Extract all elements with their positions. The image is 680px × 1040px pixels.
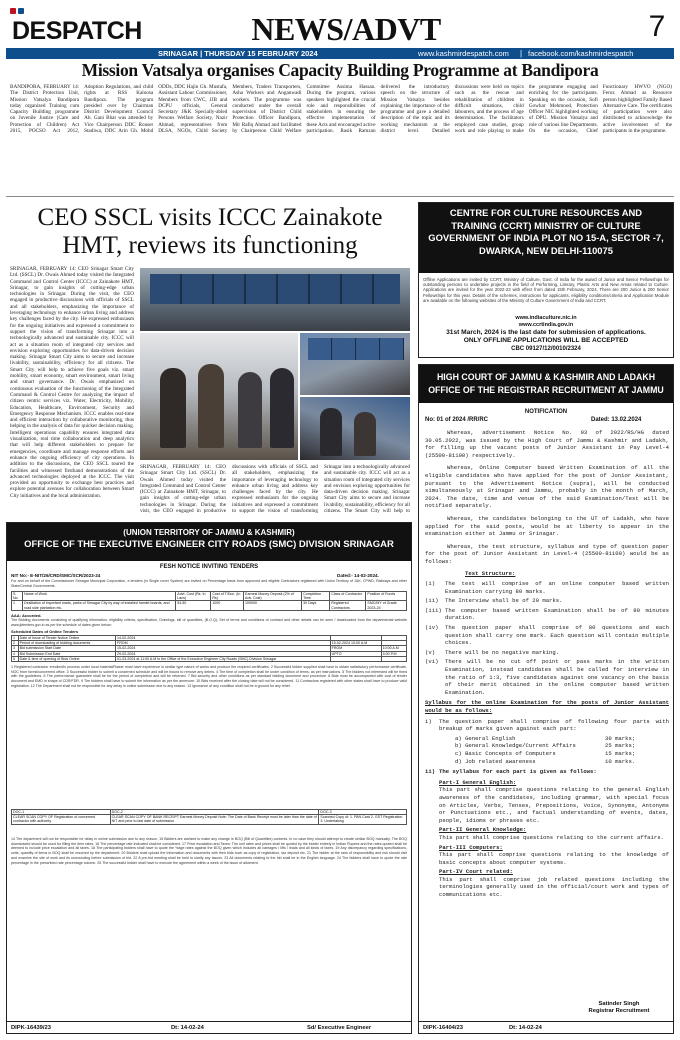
syllabus-text: The syllabus for each part is given as follows:	[439, 768, 597, 776]
person-figure	[238, 372, 262, 448]
hc-ad	[418, 364, 674, 1034]
story-headline: Mission Vatsalya organises Capacity Building Programme at Bandipora	[81, 60, 599, 80]
marks-item	[455, 758, 669, 766]
doc-table	[11, 809, 407, 825]
hc-title-line: HIGH COURT OF JAMMU & KASHMIR AND LADAKH	[436, 372, 656, 382]
person-figure	[160, 368, 186, 448]
part-heading: Part-III Computers:	[439, 843, 503, 851]
rule-text: The computer based written Examination shall be of 80 minutes duration.	[445, 606, 669, 622]
hc-paragraph: Whereas, advertisement Notice No. 03 of 2022/RS/HG dated 30.05.2022, was issued by the High Court of Jammu & Kashmir and Ladakh, for filling up the vacant posts of Junior Assistant in Pay Level-4 (25500-81100) respectively.	[425, 429, 669, 459]
rules-list	[425, 580, 669, 696]
table-cell: 4:00 P.M	[381, 651, 406, 656]
table-cell: CLEAR SCAN COPY OF Registration of concerned contractor with authority	[12, 815, 111, 824]
rule-text: There will be no negative marking.	[445, 648, 560, 656]
nit-date: Dated:- 14-02-2024.	[337, 573, 379, 578]
rule-number: (v)	[425, 648, 436, 656]
table-cell	[381, 656, 406, 661]
table-header-cell: Advt. Cost (Rs. In Lacs)	[176, 592, 211, 601]
table-cell: Registered Contractors	[330, 601, 366, 610]
table-cell: 1	[12, 636, 19, 641]
hc-subheading: Test Structure:	[465, 569, 516, 577]
table-cell: CLEAR SCAN COPY OF BANK RECEIPT Earnest Money Deposit Note: The Date of Bank Receipt must be later than the date of NIT and prior to last date of submission	[110, 815, 319, 824]
table-header-cell: Position of Funds	[366, 592, 407, 601]
hc-signature	[569, 1001, 669, 1015]
nit-number: NIT No:- E-NIT/26/CRD/SMC/SCR/2023-24	[11, 573, 101, 578]
table-cell	[330, 656, 381, 661]
story2-body-bottom	[140, 464, 410, 516]
table-cell: UPTO	[330, 651, 381, 656]
table-cell: FROM	[330, 646, 381, 651]
table-header-cell: Name of Work	[23, 592, 176, 601]
smc-title-line: OFFICE OF THE EXECUTIVE ENGINEER CITY ROADS (SMC) DIVISION SRINAGAR	[24, 539, 394, 550]
hc-paragraph: Whereas, Online Computer based Written Examination of all the eligible candidates who have applied for the post of Junior Assistant, pursuant to the Advertisement Notice (supra), will be conducted simultaneously at Srinagar and Jammu, probably in the month of March, 2024. The date, time and venue of the said Examination/Test will be notified separately.	[425, 464, 669, 510]
table-cell: 1	[12, 601, 23, 610]
footer-ref: DIPK-16439/23	[11, 1025, 51, 1031]
marks-value: 15 marks;	[605, 749, 636, 757]
table-cell: 109000	[244, 601, 302, 610]
table-cell: 4	[12, 651, 19, 656]
hc-notification: NOTIFICATION	[524, 409, 568, 415]
ccrt-website[interactable]: www.indiaculture.nic.in	[515, 315, 577, 321]
rule-text: The test will comprise of an online computer based written Examination carrying 80 marks.	[445, 580, 669, 595]
divider: |	[520, 49, 523, 58]
marks-item	[455, 735, 669, 743]
table-cell: 01-03-2024 at 11:00 A.M in the Office of the Executive Engineer City Roads (SMC) Division Srinagar	[116, 656, 331, 661]
table-cell: Desiltation of important roads, parks of Srinagar City by way of installed hamlet boards, and road side plantation etc.	[23, 601, 176, 610]
schedule-table	[11, 635, 407, 662]
table-cell: Date of Issue of Tender Notice Online	[18, 636, 115, 641]
schedule-table-el	[11, 635, 407, 662]
table-cell: Period of downloading of bidding documents	[18, 641, 115, 646]
marks-list	[455, 735, 669, 765]
aaa-label: AAA: Accorded.	[11, 613, 42, 618]
marks-value: 30 marks;	[605, 734, 636, 742]
logo-mark-icon	[10, 8, 16, 14]
headline-line: CEO SSCL visits ICCC Zainakote	[37, 204, 383, 231]
rule-number: (i)	[425, 580, 436, 588]
conditions: 1 Registered contractor enrolled/in process under local material/Raiser must have experience in similar type nature of works and produce the required certificates. 2 Successful bidder supplied shall have to obtain satisfactory performance certificate, NOC from forest/concerned office. 3 Successful bidder to submit a concerned schedule and will be bound to remove any debris. 4 The time of completion shall be under condition of terms, as per instructions. 5 The bidders not interested will be fined with the guidelines. 6 The performance guarantee shall be for the period of completion and will be returned. 7 Bid security and other conditions as per standard bidding document and procedure. 8 Bids must be accompanied with cost of tender document and EMD in shape of CDR/FDR. 9 The bidders shall have to submit the information as per the annexure. 10 Bids received after the closing date will not be considered. 11 Contractors registered with other states shall have to produce valid registration. 12 The Department shall not be responsible for any delay in online submission due to any reason. 13 Ignorance of any condition shall not be a ground for any relief.	[11, 665, 407, 688]
story-continued-text: SRINAGAR, FEBRUARY 14: CEO Srinagar Smart City Ltd. (SSCL) Dr. Owais Ahmed today visited the Integrated Command and Control Center (ICCC) at Zainakote HMT, Srinagar, to gain insights of cutting-edge urban technologies in Srinagar. During the visit, the CEO engaged in productive discussions with officials of SSCL and all stakeholders, emphasizing the importance of leveraging technology to enhance urban living and address key challenges faced by the city. He expressed enthusiasm for the ongoing initiatives and expressed a commitment to support the vision of transforming Srinagar into a technologically advanced and sustainable city. ICCC will act as a situation room of integrated city services and envision exploring opportunities for data-driven decision making. Srinagar Smart City aims to secure and increase livability, sustainability, efficiency for all citizens. The Smart City will help to	[140, 464, 410, 515]
table-cell: SMC/MY of Grade 2023-24	[366, 601, 407, 610]
smc-footer	[7, 1021, 411, 1033]
story2-lead-column: SRINAGAR, FEBRUARY 14: CEO Srinagar Smart City Ltd. (SSCL) Dr. Owais Ahmed today visited the Integrated Command and Control Center (ICCC) at Zainakote HMT, Srinagar, to gain insights of cutting-edge urban technologies in Srinagar. During the visit, the CEO engaged in productive discussions with officials of SSCL and all stakeholders, emphasizing the importance of leveraging technology to enhance urban living and address key challenges faced by the city. He expressed enthusiasm for the ongoing initiatives and expressed a commitment to support the vision of transforming Srinagar into a technologically advanced and sustainable city. ICCC will act as a situation room of integrated city services and envision exploring opportunities for data-driven decision making. Srinagar Smart City aims to secure and increase livability, sustainability, efficiency for all citizens. The Smart City will help to achieve five goals viz. smart mobility, smart economy, smart environment, smart living and smart governance. Dr. Owais emphasized on continuous evaluation of the functioning of the Integrated Command & Control Centre for analyzing the impact of citizen centric services viz. Water, Electricity, Mobility, Education, Healthcare, Environment, Security and Emergency Response Mechanism. ICCC enables real-time and efficient interaction by collaborative monitoring, thus helping in the analysis of data for quicker decision making. Intelligent operations capability ensures integrated data visualization, real time collaboration and deep analytics that will help different stakeholders to prepare for emergencies, coordinate and manage response efforts and enhance the ongoing efficiency of city operations. In addition to the discussions, the CEO SSCL toured the facilities and witnessed firsthand demonstrations of the advanced technologies deployed at the ICCC. The visit provided an opportunity to exchange best practices and explore potential avenues for collaboration between Smart City initiatives and the local administration.	[10, 266, 134, 499]
table-row	[12, 601, 407, 610]
screen-wall	[308, 338, 404, 360]
table-cell: 2	[12, 641, 19, 646]
part-heading: Part-II General Knowledge:	[439, 826, 527, 834]
table-cell: 10:00 A.M	[381, 646, 406, 651]
hc-dated: Dated: 13.02.2024	[591, 417, 642, 423]
rule-number: i)	[425, 717, 432, 725]
rule-number: (ii)	[425, 597, 439, 605]
part-text: This part shall comprise questions relating to the current affairs.	[439, 833, 664, 841]
smc-title-line: (UNION TERRITORY OF JAMMU & KASHMIR)	[123, 528, 295, 537]
story-body	[10, 84, 672, 192]
marks-subject: d) Job related awareness	[455, 757, 536, 765]
part-heading: Part-IV Court related:	[439, 868, 513, 876]
hc-title-line: OFFICE OF THE REGISTRAR RECRUITMENT AT JAMMU	[428, 385, 664, 395]
photo-divider	[300, 395, 410, 397]
table-cell: 14-02-2024	[116, 636, 331, 641]
rule-item	[425, 580, 669, 595]
table-header-cell: Earnest Money Deposit (2% of Adv. Cost)	[244, 592, 302, 601]
news-photo	[140, 268, 410, 460]
table-cell: Bid Submission End Date	[18, 651, 115, 656]
facebook-link[interactable]: facebook.com/kashmirdespatch	[528, 49, 634, 58]
dateline: SRINAGAR | THURSDAY 15 FEBRUARY 2024	[158, 49, 318, 58]
photo-divider	[140, 331, 410, 333]
table-row	[12, 656, 407, 661]
website-link[interactable]: www.kashmirdespatch.com	[418, 49, 509, 58]
part-text: This part shall comprise questions relating to the general English awareness of the candidates, including grammar, with special focus on Articles, Verbs, Tenses, Prepositions, Voice, Synonyms, Antonyms or Punctuations etc., and factual understanding of events, dates, people, idioms or phrases etc.	[439, 786, 669, 824]
brand-logo	[10, 8, 142, 48]
marks-subject: b) General Knowledge/Current Affairs	[455, 742, 576, 750]
ccrt-body: Offline Applications are invited by CCRT, Ministry of Culture, Govt. of India for the award of Junior and Senior Fellowships for outstanding persons to undertake projects in the field of Performing, Literary, Plastic Arts and New Areas related to Culture. Applications are invited for the year 2022-23 with effect from dated 15th February, 2024. There are 200 Junior & 200 Senior Fellowships for this year. Details of the schemes, instructions for applicants, eligibility conditions/criteria and Application Module are available on the following websites of the Ministry of Culture Government of India and CCRT.	[423, 277, 669, 303]
person-figure	[270, 368, 294, 448]
tender-table	[11, 591, 407, 611]
work-table	[11, 591, 407, 611]
hc-footer	[419, 1021, 673, 1033]
hc-number: No: 01 of 2024 /RR/RC	[425, 417, 489, 423]
rule-number: (vi)	[425, 658, 439, 666]
ccrt-title: CENTRE FOR CULTURE RESOURCES AND TRAINING (CCRT) MINISTRY OF CULTURE GOVERNMENT OF INDIA PLOT NO 15-A, SECTOR -7, DWARKA, NEW DELHI-110075	[419, 203, 673, 273]
rule-item	[425, 624, 669, 647]
table-cell: 3	[12, 646, 19, 651]
aaa-text: The Bidding documents consisting of qualifying information, eligibility criteria, specification, Drawings, bill of quantities, (B.O.Q), Set of terms and conditions of contract and other details can be seen / downloaded from the departmental website www.jktenders.gov.in as per the schedule of dates given below:	[11, 618, 407, 627]
hc-paragraph: Whereas, the test structure, syllabus and type of question paper for the post of Junior Assistant in Level-4 (25500-81100) would be as follows:	[425, 542, 669, 565]
logo-mark-icon	[18, 8, 24, 14]
hc-body	[425, 429, 669, 901]
table-header-cell: S. No	[12, 592, 23, 601]
marks-value: 10 marks.	[605, 757, 636, 765]
ccrt-deadline: 31st March, 2024 is the last date for submission of applications.	[446, 329, 646, 336]
marks-subject: c) Basic Concepts of Computers	[455, 749, 556, 757]
syllabus-item	[425, 718, 669, 733]
person-figure	[198, 364, 224, 448]
table-cell: 5	[12, 656, 19, 661]
rule-number: (iii)	[425, 606, 442, 614]
table-cell: 30 Days	[302, 601, 330, 610]
table-cell: 1000	[211, 601, 244, 610]
table-cell: 54.50	[176, 601, 211, 610]
story-text: BANDIPORA, FEBRUARY 14: The District Protection Unit, Mission Vatsalya Bandipora today organized Training cum Capacity Building programme on Juvenile Justice (Care and Protection of Children) Act 2015, POCSO Act 2012, Adoption Regulations, and child rights at RSS Kaloosa Bandipora. The program presided over by Chairman District Development Council Ab. Gani Bhat was attended by Vice Chairperson DDC Rouser Stadiwa, DDC Arin Gh. Mohd ODDs, DDC Hajin Gh. Mustafa, Assistant Labour Commissioner, Members from CWC, JJB and DCPU officials, General Secretary J&K Specially-abled Persons Welfare Society, Nazir Ahmad, representatives from DLSA, NGOs, Child Society Members, Traders Transporters, Asha Workers and Anganwadi workers. The programme was conducted under the overall supervision of District Child Protection Officer Bandipora, Mir Rafiq Ahmad and facilitated by Chairperson Child Welfare Committee Assima Hassan. During the program, various speakers highlighted the crucial role and responsibilities of stakeholders in ensuring the effective implementation of these Acts and encouraged active participation. Rasik Ramzan delivered the introductory speech on the structure of Mission Vatsalya besides explaining the importance of the programme and gave a detailed description of the topic and its working mechanism at the district level. Detailed discussions were held on topics such as the rescue and rehabilitation of children in difficult situations, child labourers, and the process of age determination. The facilitators employed case studies, group work and role playing to make the programme engaging and enriching for the participants. Speaking on the occasion, Sofi Gowhar Mehmood, Protection Officer NIC highlighted working of DPU. Mission Vatsalya and role of various line Departments. On the occasion, Chief Functionary HWVO (NGO) Feroz Ahmad as Resource person highlighted Family Based Alternative Care. The certificates of participation were also distributed to acknowledge the active involvement of the participants in the programme.	[10, 84, 672, 135]
table-cell: FROM	[116, 641, 331, 646]
marks-value: 25 marks;	[605, 742, 636, 750]
table-cell: 29-02-2024	[116, 651, 331, 656]
footer-signature: Sd/ Executive Engineer	[307, 1025, 372, 1031]
rule-text: There will be no cut off point or pass marks in the written Examination, instead candidates shall be called for interview in the ratio of 1:3, five candidates against one vacancy on the basis of their merit obtained in the online computer based written Examination.	[445, 658, 669, 696]
parts-list	[439, 779, 669, 899]
smc-title	[7, 523, 411, 561]
table-cell: 15-02-2024	[116, 646, 331, 651]
table-header-cell: DOC-2	[110, 810, 319, 815]
ccrt-cbc: CBC 09127/12/0010/2324	[511, 346, 581, 352]
part-text: This part shall comprise questions relating to the knowledge of basic concepts about computer systems.	[439, 851, 669, 866]
footer-date: Dt: 14-02-24	[509, 1025, 542, 1031]
doc-table-el	[11, 809, 407, 825]
person-figure	[354, 412, 376, 456]
screen-wall	[150, 274, 400, 304]
page-number: 7	[648, 10, 666, 43]
table-header-cell: Class of Contractor	[330, 592, 366, 601]
table-header-cell: DOC-3	[319, 810, 407, 815]
marks-item	[455, 750, 669, 758]
rule-number: (iv)	[425, 624, 439, 632]
section-title: NEWS/ADVT	[251, 11, 441, 47]
hc-paragraph: Whereas, the candidates belonging to the UT of Ladakh, who have applied for the said posts, would be at liberty to appear in the examination either at Jammu or Srinagar.	[425, 514, 669, 538]
table-cell: Bid submission Start Date	[18, 646, 115, 651]
divider	[6, 196, 674, 197]
ccrt-ad	[418, 202, 674, 358]
part-heading: Part-I General English:	[439, 778, 517, 786]
marks-item	[455, 742, 669, 750]
syllabus-text: The question paper shall comprise of following four parts with breakup of marks given against each part:	[439, 717, 669, 733]
hc-title	[419, 365, 673, 403]
brand-name: DESPATCH	[12, 17, 142, 45]
person-figure	[320, 408, 342, 456]
table-row	[12, 815, 407, 824]
rule-text: The Interview shall be of 20 marks.	[445, 597, 563, 605]
table-cell: Date & time of opening of Bids Online	[18, 656, 115, 661]
table-header-cell: Completion Time	[302, 592, 330, 601]
table-cell: 15-02-2024 10:00 A.M	[330, 641, 381, 646]
rule-item	[425, 649, 669, 657]
footer-ref: DIPK-16404/23	[423, 1025, 463, 1031]
table-header-cell: DOC-1	[12, 810, 111, 815]
table-header-row	[12, 592, 407, 601]
smc-ad	[6, 522, 412, 1034]
rule-item	[425, 658, 669, 696]
hc-subheading: Syllabus for the online Examination for the posts of Junior Assistant would be as follows:	[425, 699, 669, 714]
footer-date: Dt: 14-02-24	[171, 1025, 204, 1031]
part-text: This part shall comprise job related questions including the terminologies generally used in the official/court work and types of communications etc.	[439, 875, 669, 899]
rule-text: The question paper shall comprise of 80 questions and each question shall carry one mark. Each question will contain multiple choices.	[445, 624, 669, 647]
signatory-name: Satinder Singh	[598, 1001, 640, 1007]
rule-item	[425, 597, 669, 605]
rule-item	[425, 607, 669, 622]
story-text	[140, 464, 410, 516]
smc-intro: For and on behalf of the Commissioner Srinagar Municipal Corporation, e-tenders (in Single cover System) are invited on Percentage basis from approved and eligible Contractors registered with Union Territory of J&K, CPWD, Railways and other State/Central Governments.	[11, 579, 407, 588]
table-header-cell: Cost of T/Doc. (In Rs)	[211, 592, 244, 601]
schedule-title: Scheduled Dates of Online Tenders	[11, 629, 79, 634]
ccrt-website[interactable]: www.ccrtindia.gov.in	[518, 322, 574, 328]
masthead	[6, 8, 674, 56]
rule-number: ii)	[425, 768, 436, 776]
signatory-title: Registrar Recruitment	[588, 1008, 650, 1014]
story2-headline	[6, 204, 414, 260]
table-cell: Scanned Copy of: 1. PAN Card 2. GST Registration 3. Undertaking	[319, 815, 407, 824]
headline-line: HMT, reviews its functioning	[62, 232, 358, 259]
smc-subtitle: FESH NOTICE INVITING TENDERS	[159, 564, 259, 570]
syllabus-item	[425, 768, 669, 776]
marks-subject: a) General English	[455, 734, 516, 742]
conditions: 14 The department will not be responsible for delay in online submission due to any reason. 15 Bidders are advised to make any change in BOQ (Bill of Quantities) contents. In no case they should attempt to create similar BOQ manually. The BOQ downloaded should be used for filling the item rates. 16 The percentage rate indicated shall be considered. 17 Price escalation and Taxes: The unit rates and prices shall be quoted by the bidder entirely in Indian Rupees and the rates quoted shall be deemed to include price escalation and all taxes. 18 The participating bidders shall have to quote the %age rates against the BOQ given which includes all carriages / lifts / leads and all kinds of taxes. 19 Any discrepancy regarding specifications, units, quantity of items in BOQ shall be resolved by the department. 20 Bidders shall upload the information and documents with their bids such as copy of registration, tax deposit etc. 21 The bidder at the rank of responsibility and risk should visit and examine the site of work and its surrounding before submission of bid. 22 A pre-bid meeting shall be held to clarify any issues. 23 All documents relating to the bid shall be in the English language. 24 The bidders shall have to quote the rate percentage in the prescribed rate percentage column. 25 The successful bidder shall have to execute the agreement within a week of the issue of allotment.	[11, 837, 407, 865]
ccrt-offline: ONLY OFFLINE APPLICATIONS WILL BE ACCEPTED	[463, 337, 629, 344]
